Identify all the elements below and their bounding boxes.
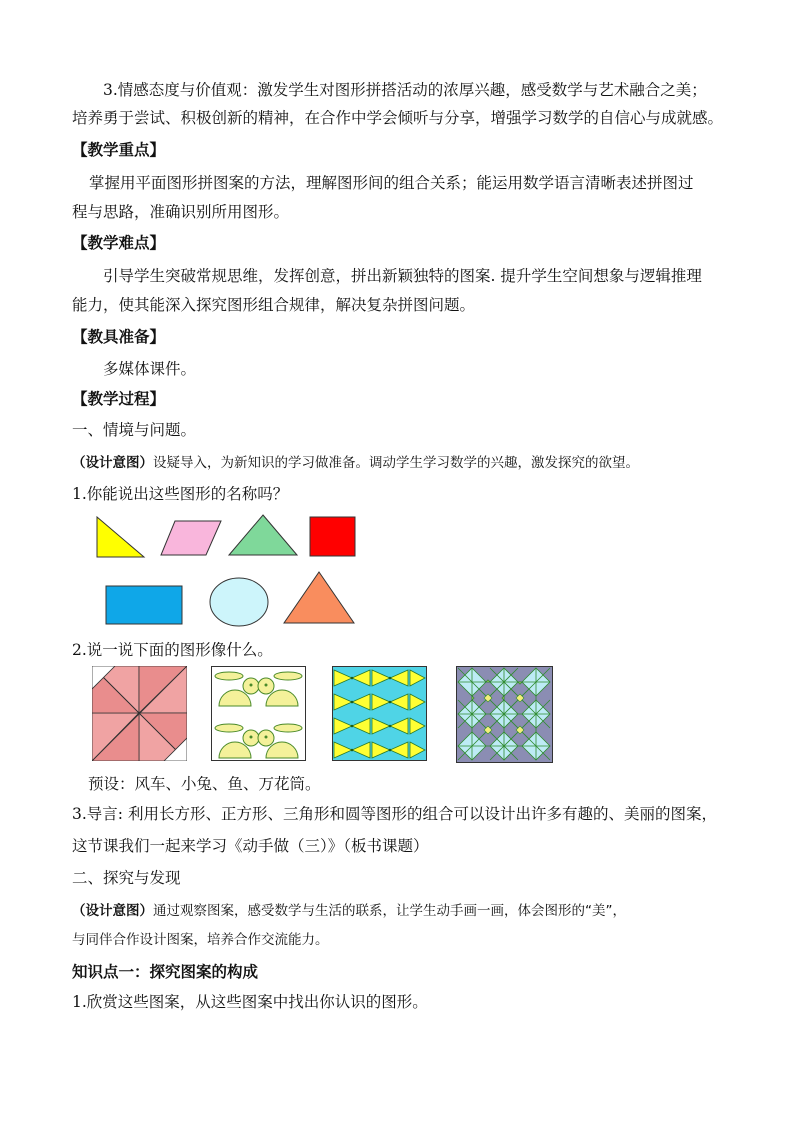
orange-triangle [283, 571, 355, 624]
yellow-right-triangle [96, 516, 146, 558]
blue-rectangle [105, 585, 183, 625]
text-line: 程与思路，准确识别所用图形。 [72, 203, 290, 221]
heading-difficult-points: 【教学难点】 [72, 233, 166, 252]
pink-parallelogram [160, 520, 222, 556]
question-2: 2.说一说下面的图形像什么。 [72, 641, 273, 659]
rabbits-pattern [211, 666, 306, 761]
text-line: 引导学生突破常规思维，发挥创意，拼出新颖独特的图案. 提升学生空间想象与逻辑推理 [103, 267, 702, 285]
fish-pattern [332, 666, 427, 761]
section-title-2: 二、探究与发现 [72, 869, 181, 887]
question-3-line-2: 这节课我们一起来学习《动手做（三）》（板书课题） [72, 837, 429, 855]
text-line: 多媒体课件。 [103, 360, 197, 378]
question-1: 1.你能说出这些图形的名称吗？ [72, 485, 289, 503]
text-line: 掌握用平面图形拼图案的方法，理解图形间的组合关系；能运用数学语言清晰表述拼图过 [89, 174, 694, 192]
section-title-1: 一、情境与问题。 [72, 421, 197, 439]
text-line: 3.情感态度与价值观：激发学生对图形拼搭活动的浓厚兴趣，感受数学与艺术融合之美； [103, 81, 707, 99]
design-intent-1 [72, 451, 639, 475]
red-square [309, 516, 356, 557]
kaleidoscope-pattern [456, 666, 553, 763]
design-intent-text: 通过观察图案，感受数学与生活的联系，让学生动手画一画，体会图形的“美”， [153, 903, 626, 919]
design-intent-label: （设计意图） [72, 455, 153, 471]
light-blue-ellipse [208, 576, 270, 628]
design-intent-2 [72, 899, 626, 923]
green-triangle [228, 514, 298, 556]
question-3-line-1: 3.导言: 利用长方形、正方形、三角形和圆等图形的组合可以设计出许多有趣的、美丽的图案， [72, 805, 717, 823]
heading-tools: 【教具准备】 [72, 327, 166, 346]
heading-process: 【教学过程】 [72, 389, 166, 408]
preset-answer: 预设：风车、小兔、鱼、万花筒。 [88, 775, 321, 793]
design-intent-text: 设疑导入，为新知识的学习做准备。调动学生学习数学的兴趣，激发探究的欲望。 [153, 455, 639, 471]
knowledge-point-1-question: 1.欣赏这些图案，从这些图案中找出你认识的图形。 [72, 993, 428, 1011]
design-intent-2-continued: 与同伴合作设计图案，培养合作交流能力。 [72, 932, 329, 948]
text-line: 培养勇于尝试、积极创新的精神，在合作中学会倾听与分享，增强学习数学的自信心与成就感。 [72, 109, 724, 127]
text-line: 能力，使其能深入探究图形组合规律，解决复杂拼图问题。 [72, 296, 476, 314]
knowledge-point-1: 知识点一：探究图案的构成 [72, 962, 259, 981]
design-intent-label: （设计意图） [72, 903, 153, 919]
heading-key-points: 【教学重点】 [72, 140, 166, 159]
pinwheel-pattern [92, 666, 187, 761]
